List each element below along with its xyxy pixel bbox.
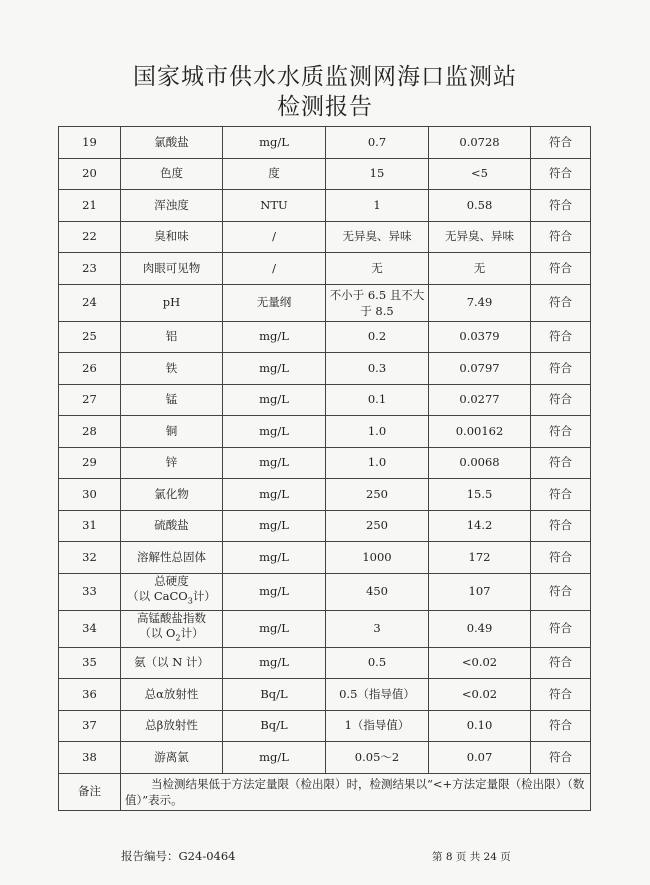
report-title: 国家城市供水水质监测网海口监测站 (133, 64, 517, 90)
unit: mg/L (223, 573, 326, 610)
table-row (59, 190, 591, 222)
limit-value: 0.1 (326, 384, 429, 416)
test-item: 铁 (121, 353, 223, 385)
verdict: 符合 (531, 416, 591, 448)
test-result: 0.0379 (429, 321, 531, 353)
row-number: 30 (59, 479, 121, 511)
test-result: 0.0068 (429, 447, 531, 479)
limit-value: 250 (326, 510, 429, 542)
table-row (59, 647, 591, 679)
test-item: 硫酸盐 (121, 510, 223, 542)
unit: mg/L (223, 416, 326, 448)
row-number: 19 (59, 127, 121, 159)
row-number: 20 (59, 158, 121, 190)
test-item: 氯酸盐 (121, 127, 223, 159)
test-item: 臭和味 (121, 221, 223, 253)
verdict: 符合 (531, 158, 591, 190)
test-item: 铝 (121, 321, 223, 353)
verdict: 符合 (531, 742, 591, 774)
test-result: 0.0797 (429, 353, 531, 385)
table-row (59, 479, 591, 511)
unit: / (223, 253, 326, 285)
verdict: 符合 (531, 221, 591, 253)
test-item-line2: （以 CaCO$_3$计） (127, 589, 216, 606)
table-row (59, 221, 591, 253)
test-result: 15.5 (429, 479, 531, 511)
test-result: 7.49 (429, 284, 531, 321)
limit-value: 0.2 (326, 321, 429, 353)
unit: mg/L (223, 127, 326, 159)
row-number: 35 (59, 647, 121, 679)
test-result: 无 (429, 253, 531, 285)
test-item: 氯化物 (121, 479, 223, 511)
unit: mg/L (223, 542, 326, 574)
limit-value: 15 (326, 158, 429, 190)
unit: 度 (223, 158, 326, 190)
row-number: 33 (59, 573, 121, 610)
results-table (58, 126, 591, 811)
unit: Bq/L (223, 710, 326, 742)
unit: mg/L (223, 447, 326, 479)
table-row (59, 573, 591, 610)
verdict: 符合 (531, 573, 591, 610)
row-number: 32 (59, 542, 121, 574)
row-number: 22 (59, 221, 121, 253)
verdict: 符合 (531, 679, 591, 711)
verdict: 符合 (531, 353, 591, 385)
limit-value: 250 (326, 479, 429, 511)
verdict: 符合 (531, 479, 591, 511)
test-item: 铜 (121, 416, 223, 448)
table-row (59, 353, 591, 385)
verdict: 符合 (531, 321, 591, 353)
test-result: <0.02 (429, 647, 531, 679)
limit-value: 3 (326, 610, 429, 647)
verdict: 符合 (531, 190, 591, 222)
unit: mg/L (223, 742, 326, 774)
table-row (59, 710, 591, 742)
test-result: 0.00162 (429, 416, 531, 448)
row-number: 31 (59, 510, 121, 542)
unit: mg/L (223, 510, 326, 542)
test-result: 0.0277 (429, 384, 531, 416)
verdict: 符合 (531, 510, 591, 542)
table-row (59, 510, 591, 542)
row-number: 23 (59, 253, 121, 285)
row-number: 28 (59, 416, 121, 448)
table-row (59, 284, 591, 321)
test-item: 总α放射性 (121, 679, 223, 711)
test-item: 总β放射性 (121, 710, 223, 742)
limit-value: 450 (326, 573, 429, 610)
test-result: 0.07 (429, 742, 531, 774)
row-number: 36 (59, 679, 121, 711)
row-number: 34 (59, 610, 121, 647)
limit-value: 1000 (326, 542, 429, 574)
verdict: 符合 (531, 647, 591, 679)
row-number: 37 (59, 710, 121, 742)
verdict: 符合 (531, 127, 591, 159)
limit-value: 0.5 (326, 647, 429, 679)
verdict: 符合 (531, 253, 591, 285)
limit-value: 1（指导值） (326, 710, 429, 742)
report-subtitle: 检测报告 (277, 94, 373, 120)
test-item: 肉眼可见物 (121, 253, 223, 285)
test-item: 游离氯 (121, 742, 223, 774)
unit: mg/L (223, 479, 326, 511)
report-number: 报告编号：G24-0464 (121, 849, 236, 863)
verdict: 符合 (531, 284, 591, 321)
unit: NTU (223, 190, 326, 222)
note-row (59, 773, 591, 810)
limit-value: 1.0 (326, 447, 429, 479)
test-result: 14.2 (429, 510, 531, 542)
page-indicator: 第 8 页 共 24 页 (432, 851, 511, 863)
unit: / (223, 221, 326, 253)
test-item-line2: （以 $O_2$计） (139, 626, 204, 643)
test-item: 氨（以 N 计） (121, 647, 223, 679)
test-result: <5 (429, 158, 531, 190)
unit: 无量纲 (223, 284, 326, 321)
note-text: 当检测结果低于方法定量限（检出限）时，检测结果以“<+方法定量限（检出限）（数值）”表示。 (121, 773, 591, 810)
unit: mg/L (223, 610, 326, 647)
unit: Bq/L (223, 679, 326, 711)
note-label: 备注 (59, 773, 121, 810)
verdict: 符合 (531, 447, 591, 479)
unit: mg/L (223, 647, 326, 679)
table-row (59, 542, 591, 574)
table-row (59, 253, 591, 285)
table-row (59, 742, 591, 774)
unit: mg/L (223, 384, 326, 416)
test-result: 0.10 (429, 710, 531, 742)
test-item: 浑浊度 (121, 190, 223, 222)
unit: mg/L (223, 321, 326, 353)
table-row (59, 127, 591, 159)
limit-value: 0.3 (326, 353, 429, 385)
test-item: pH (121, 284, 223, 321)
test-result: 0.49 (429, 610, 531, 647)
table-row (59, 158, 591, 190)
verdict: 符合 (531, 384, 591, 416)
table-row (59, 416, 591, 448)
unit: mg/L (223, 353, 326, 385)
limit-value: 不小于 6.5 且不大于 8.5 (326, 284, 429, 321)
row-number: 27 (59, 384, 121, 416)
limit-value: 1.0 (326, 416, 429, 448)
row-number: 38 (59, 742, 121, 774)
test-item-line1: 总硬度 (154, 574, 189, 589)
limit-value: 无异臭、异味 (326, 221, 429, 253)
row-number: 24 (59, 284, 121, 321)
table-row (59, 610, 591, 647)
test-item (121, 573, 223, 610)
row-number: 21 (59, 190, 121, 222)
limit-value: 0.05～2 (326, 742, 429, 774)
test-item (121, 610, 223, 647)
test-item-line1: 高锰酸盐指数 (137, 611, 206, 626)
limit-value: 1 (326, 190, 429, 222)
verdict: 符合 (531, 542, 591, 574)
row-number: 26 (59, 353, 121, 385)
table-row (59, 447, 591, 479)
limit-value: 0.5（指导值） (326, 679, 429, 711)
test-result: 0.0728 (429, 127, 531, 159)
table-row (59, 384, 591, 416)
limit-value: 无 (326, 253, 429, 285)
row-number: 25 (59, 321, 121, 353)
test-result: 107 (429, 573, 531, 610)
table-row (59, 321, 591, 353)
test-result: 无异臭、异味 (429, 221, 531, 253)
row-number: 29 (59, 447, 121, 479)
test-result: 172 (429, 542, 531, 574)
table-row (59, 679, 591, 711)
limit-value: 0.7 (326, 127, 429, 159)
test-item: 色度 (121, 158, 223, 190)
test-item: 锰 (121, 384, 223, 416)
verdict: 符合 (531, 710, 591, 742)
test-result: 0.58 (429, 190, 531, 222)
test-item: 锌 (121, 447, 223, 479)
test-item: 溶解性总固体 (121, 542, 223, 574)
test-result: <0.02 (429, 679, 531, 711)
verdict: 符合 (531, 610, 591, 647)
